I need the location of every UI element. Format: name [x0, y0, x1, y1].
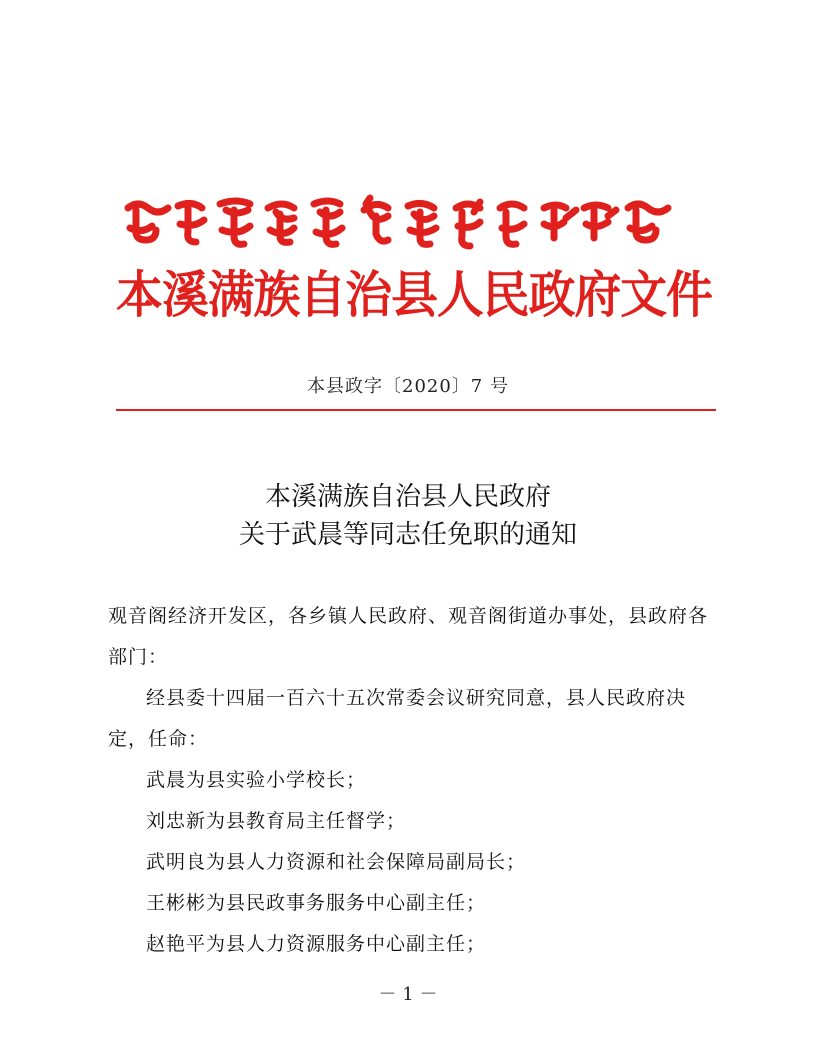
appointment-item: 刘忠新为县教育局主任督学； [146, 810, 407, 832]
appointment-item: 武晨为县实验小学校长； [146, 769, 367, 791]
addressee: 观音阁经济开发区，各乡镇人民政府、观音阁街道办事处，县政府各部门： [108, 605, 709, 668]
red-header-banner [108, 188, 720, 328]
document-body [108, 596, 720, 965]
org-title-text: 本溪满族自治县人民政府文件 [116, 266, 713, 324]
page-number: － 1 － [378, 984, 438, 1005]
appointment-item: 赵艳平为县人力资源服务中心副主任； [146, 933, 487, 955]
document-number: 本县政字〔2020〕7 号 [307, 376, 509, 397]
appointment-item: 武明良为县人力资源和社会保障局副局长； [146, 851, 527, 873]
document-title [0, 478, 816, 554]
title-line-1: 本溪满族自治县人民政府 [264, 482, 551, 512]
appointment-item: 王彬彬为县民政事务服务中心副主任； [146, 892, 487, 914]
title-line-2: 关于武晨等同志任免职的通知 [238, 520, 577, 550]
manchu-script-line [128, 198, 668, 246]
intro-paragraph: 经县委十四届一百六十五次常委会议研究同意，县人民政府决定，任命： [108, 687, 687, 750]
red-divider-line [116, 409, 716, 411]
header-banner-svg [108, 188, 720, 328]
